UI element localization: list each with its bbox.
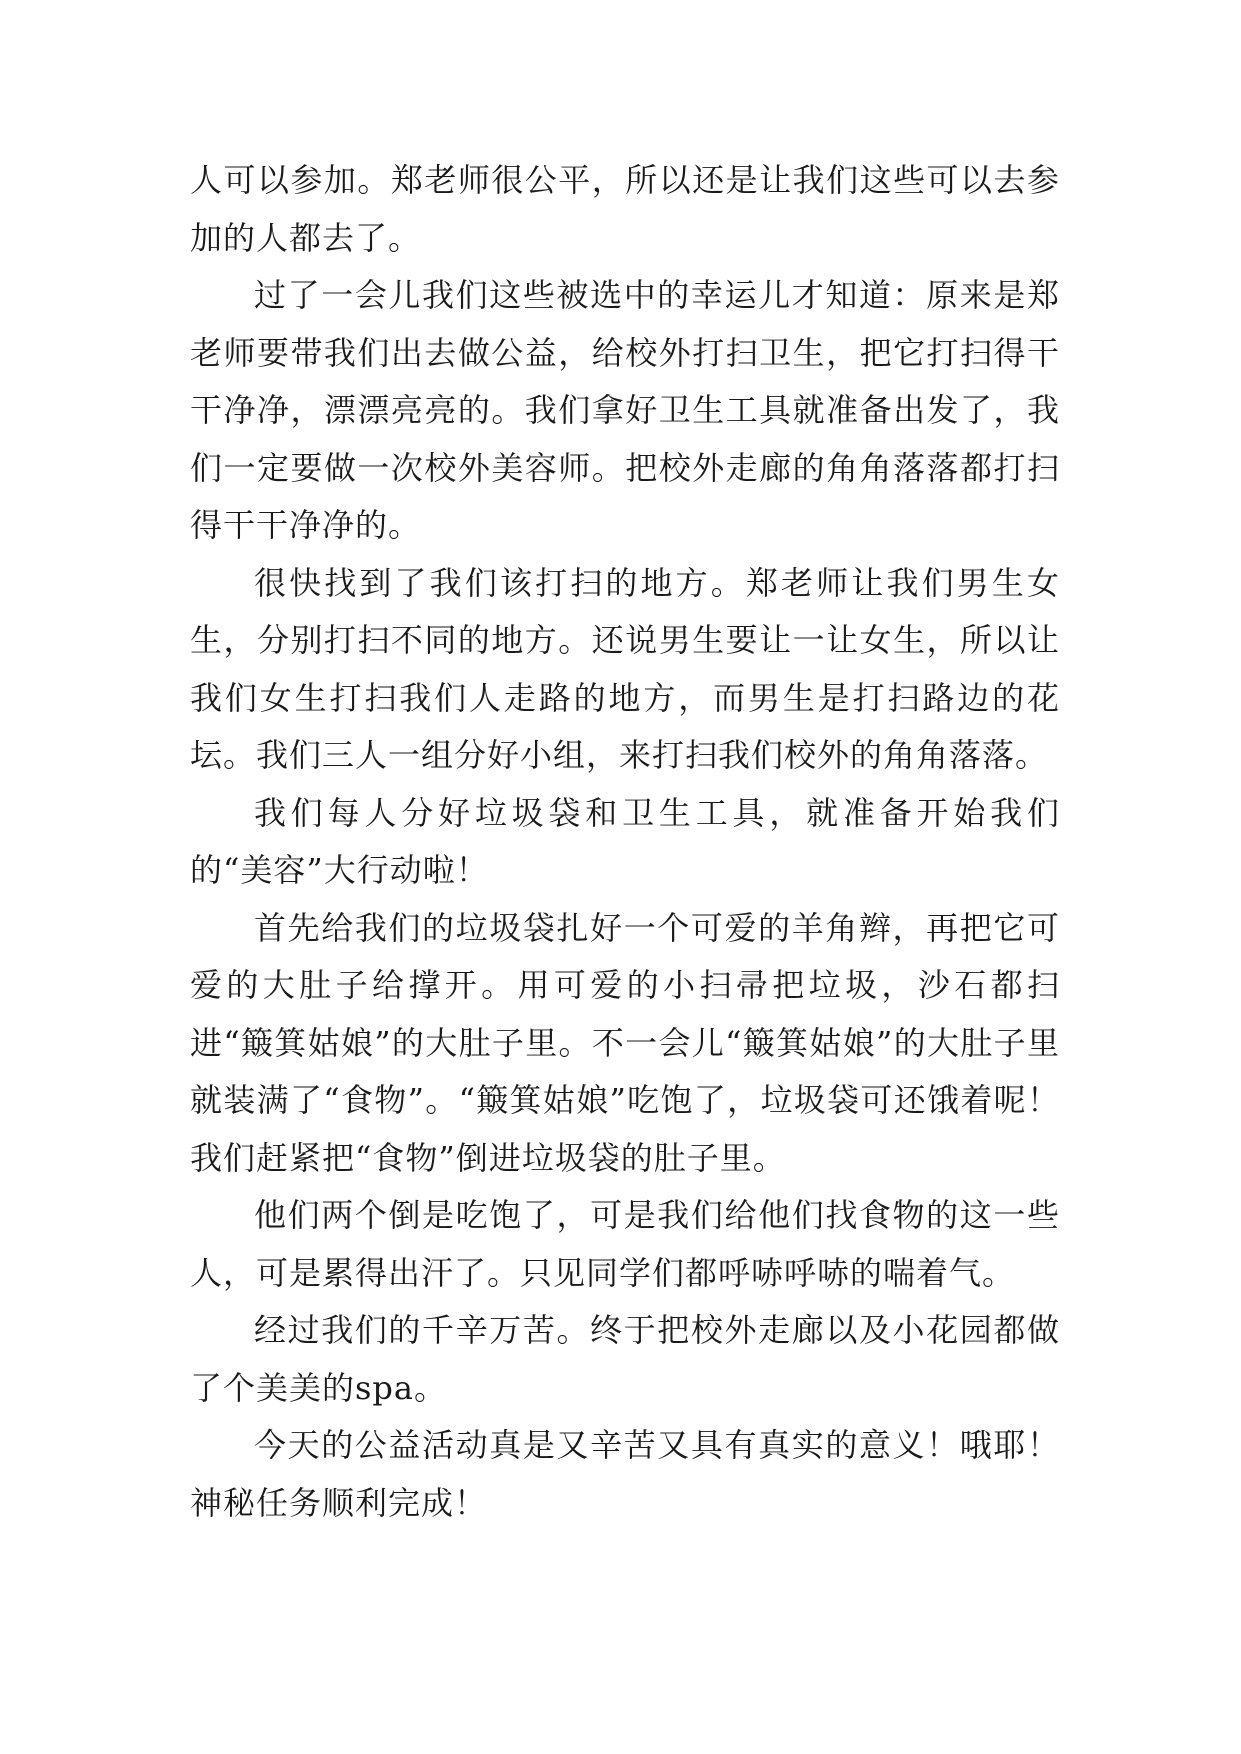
paragraph-4: 我们每人分好垃圾袋和卫生工具，就准备开始我们的“美容”大行动啦！: [190, 793, 1060, 889]
paragraph-3: 很快找到了我们该打扫的地方。郑老师让我们男生女生，分别打扫不同的地方。还说男生要让一让女生，所以让我们女生打扫我们人走路的地方，而男生是打扫路边的花坛。我们三人一组分好小组，来打扫我们校外的角角落落。: [190, 563, 1060, 774]
paragraph-7: 经过我们的千辛万苦。终于把校外走廊以及小花园都做了个美美的spa。: [190, 1311, 1060, 1407]
paragraph-2: 过了一会儿我们这些被选中的幸运儿才知道：原来是郑老师要带我们出去做公益，给校外打扫卫生，把它打扫得干干净净，漂漂亮亮的。我们拿好卫生工具就准备出发了，我们一定要做一次校外美容师。把校外走廊的角角落落都打扫得干干净净的。: [190, 276, 1060, 544]
document-body: [190, 152, 1060, 1532]
paragraph-8: 今天的公益活动真是又辛苦又具有真实的意义！哦耶！神秘任务顺利完成！: [190, 1426, 1060, 1522]
paragraph-1: 人可以参加。郑老师很公平，所以还是让我们这些可以去参加的人都去了。: [190, 161, 1060, 257]
paragraph-5: 首先给我们的垃圾袋扎好一个可爱的羊角辫，再把它可爱的大肚子给撑开。用可爱的小扫帚把垃圾，沙石都扫进“簸箕姑娘”的大肚子里。不一会儿“簸箕姑娘”的大肚子里就装满了“食物”。“簸箕姑娘”吃饱了，垃圾袋可还饿着呢！我们赶紧把“食物”倒进垃圾袋的肚子里。: [190, 908, 1060, 1177]
paragraph-6: 他们两个倒是吃饱了，可是我们给他们找食物的这一些人，可是累得出汗了。只见同学们都呼哧呼哧的喘着气。: [190, 1196, 1060, 1292]
